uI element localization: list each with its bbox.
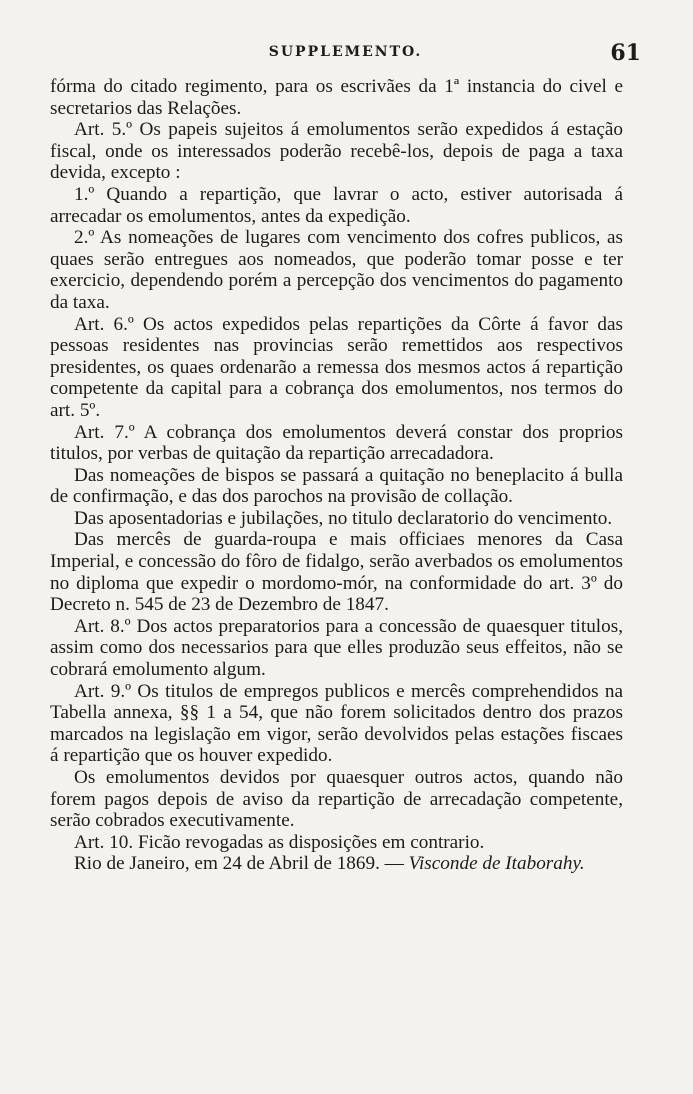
- closing-line: [50, 853, 623, 875]
- page-number: 61: [610, 40, 641, 66]
- paragraph-item-1: 1.º Quando a repartição, que lavrar o acto, estiver autorisada á arrecadar os emolumentos, antes da expedição.: [50, 183, 623, 227]
- page-body: [50, 76, 623, 875]
- page-header: [50, 40, 641, 70]
- paragraph-emolumentos: Os emolumentos devidos por quaesquer outros actos, quando não forem pagos depois de aviso da repartição de arrecadação competente, serão cobrados executivamente.: [50, 767, 623, 832]
- paragraph-item-2: 2.º As nomeações de lugares com vencimento dos cofres publicos, as quaes serão entregues aos nomeados, que poderão tomar posse e ter exercicio, dependendo porém a percepção dos vencimentos do pagamento da taxa.: [50, 227, 623, 313]
- paragraph-art-6: Art. 6.º Os actos expedidos pelas repartições da Côrte á favor das pessoas residentes nas provincias serão remettidos aos respectivos presidentes, os quaes ordenarão a remessa dos mesmos actos á repartição competente da capital para a cobrança dos emolumentos, nos termos do art. 5º.: [50, 313, 623, 421]
- running-title: SUPPLEMENTO.: [268, 44, 423, 60]
- signature: Visconde de Itaborahy.: [408, 853, 585, 875]
- paragraph-art-7: Art. 7.º A cobrança dos emolumentos deverá constar dos proprios titulos, por verbas de quitação da repartição arrecadadora.: [50, 421, 623, 465]
- paragraph-bispos: Das nomeações de bispos se passará a quitação no beneplacito á bulla de confirmação, e das dos parochos na provisão de collação.: [50, 464, 623, 508]
- paragraph-aposentadorias: Das aposentadorias e jubilações, no titulo declaratorio do vencimento.: [74, 507, 613, 529]
- paragraph-continuation: fórma do citado regimento, para os escrivães da 1ª instancia do civel e secretarios das Relações.: [50, 76, 623, 119]
- paragraph-art-9: Art. 9.º Os titulos de empregos publicos e mercês comprehendidos na Tabella annexa, §§ 1 a 54, que não forem solicitados dentro dos prazos marcados na legislação em vigor, serão devolvidos pelas estações fiscaes á repartição que os houver expedido.: [50, 680, 623, 767]
- paragraph-art-10: Art. 10. Ficão revogadas as disposições em contrario.: [74, 831, 485, 853]
- closing-text: Rio de Janeiro, em 24 de Abril de 1869. —: [74, 853, 409, 875]
- paragraph-art-5: Art. 5.º Os papeis sujeitos á emolumentos serão expedidos á estação fiscal, onde os interessados poderão recebê-los, depois de paga a taxa devida, excepto :: [50, 119, 623, 184]
- paragraph-art-8: Art. 8.º Dos actos preparatorios para a concessão de quaesquer titulos, assim como dos necessarios para que elles produzão seus effeitos, não se cobrará emolumento algum.: [50, 615, 623, 681]
- paragraph-merces: Das mercês de guarda-roupa e mais officiaes menores da Casa Imperial, e concessão do fôro de fidalgo, serão averbados os emolumentos no diploma que expedir o mordomo-mór, na conformidade do art. 3º do Decreto n. 545 de 23 de Dezembro de 1847.: [50, 529, 623, 616]
